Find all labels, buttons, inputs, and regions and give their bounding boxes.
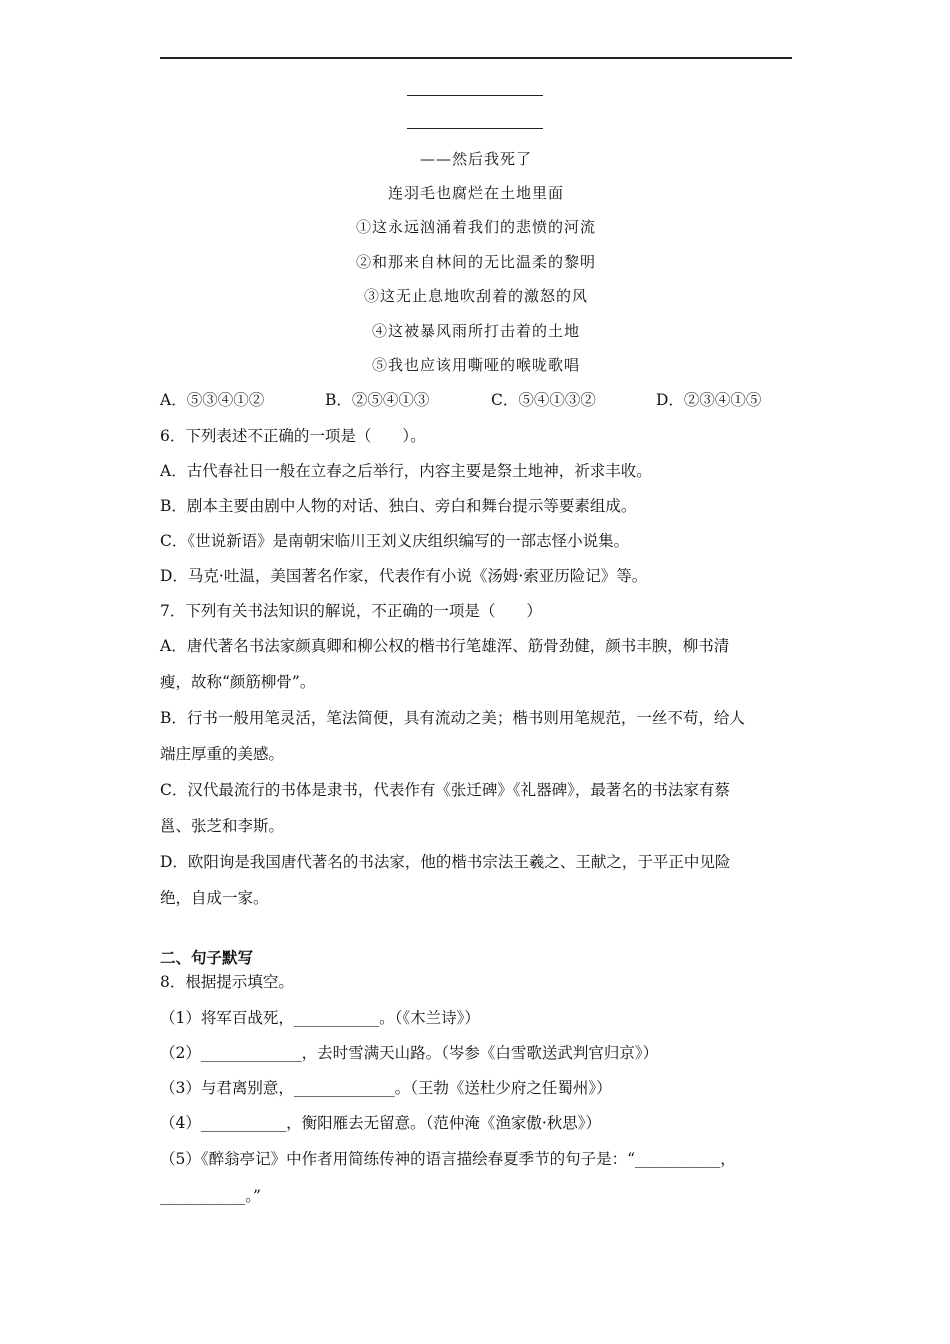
q8-item-5-line1: （5）《醉翁亭记》中作者用简练传神的语言描绘春夏季节的句子是：“___________， xyxy=(160,1150,736,1168)
q7-option-b-line1: B．行书一般用笔灵活，笔法简便，具有流动之美；楷书则用笔规范，一丝不苟，给人 xyxy=(160,709,745,727)
q7-option-d-line2: 绝，自成一家。 xyxy=(160,889,269,907)
q7-stem: 7．下列有关书法知识的解说，不正确的一项是（ ） xyxy=(160,602,542,620)
poem-line: ①这永远汹涌着我们的悲愤的河流 xyxy=(355,218,596,236)
q8-stem: 8．根据提示填空。 xyxy=(160,973,294,991)
q8-item-5-line2: ___________。” xyxy=(160,1187,261,1205)
q7-option-b-line2: 端庄厚重的美感。 xyxy=(160,745,285,763)
section-heading: 二、句子默写 xyxy=(160,949,254,967)
q6-stem: 6．下列表述不正确的一项是（ ）。 xyxy=(160,427,426,445)
q7-option-d-line1: D．欧阳询是我国唐代著名的书法家，他的楷书宗法王羲之、王献之，于平正中见险 xyxy=(160,853,731,871)
q5-option-b: B．②⑤④①③ xyxy=(325,391,430,409)
poem-line: ——然后我死了 xyxy=(419,150,532,168)
q7-option-c-line1: C．汉代最流行的书体是隶书，代表作有《张迁碑》《礼器碑》，最著名的书法家有蔡 xyxy=(160,781,730,799)
poem-line: ④这被暴风雨所打击着的土地 xyxy=(371,322,580,340)
q5-option-d: D．②③④①⑤ xyxy=(656,391,762,409)
q8-item-4: （4）___________，衡阳雁去无留意。（范仲淹《渔家傲·秋思》） xyxy=(160,1114,602,1132)
q6-option-a: A．古代春社日一般在立春之后举行，内容主要是祭土地神，祈求丰收。 xyxy=(160,462,652,480)
header-rule xyxy=(160,57,792,59)
q5-option-a: A．⑤③④①② xyxy=(160,391,265,409)
q6-option-c: C．《世说新语》是南朝宋临川王刘义庆组织编写的一部志怪小说集。 xyxy=(160,532,630,550)
poem-line: ③这无止息地吹刮着的激怒的风 xyxy=(363,287,588,305)
q6-option-d: D．马克·吐温，美国著名作家，代表作有小说《汤姆·索亚历险记》等。 xyxy=(160,567,648,585)
q8-item-1: （1）将军百战死，___________。（《木兰诗》） xyxy=(160,1009,480,1027)
poem-blank-line-1 xyxy=(407,95,543,96)
q6-option-b: B．剧本主要由剧中人物的对话、独白、旁白和舞台提示等要素组成。 xyxy=(160,497,637,515)
q7-option-a-line1: A．唐代著名书法家颜真卿和柳公权的楷书行笔雄浑、筋骨劲健，颜书丰腴，柳书清 xyxy=(160,637,730,655)
poem-line: ②和那来自林间的无比温柔的黎明 xyxy=(355,253,596,271)
poem-line: ⑤我也应该用嘶哑的喉咙歌唱 xyxy=(371,356,580,374)
q7-option-c-line2: 邕、张芝和李斯。 xyxy=(160,817,285,835)
q8-item-3: （3）与君离别意，_____________。（王勃《送杜少府之任蜀州》） xyxy=(160,1079,612,1097)
poem-blank-line-2 xyxy=(407,128,543,129)
q5-option-c: C．⑤④①③② xyxy=(491,391,596,409)
q7-option-a-line2: 瘦，故称“颜筋柳骨”。 xyxy=(160,673,316,691)
q8-item-2: （2）_____________，去时雪满天山路。（岑参《白雪歌送武判官归京》） xyxy=(160,1044,659,1062)
poem-line: 连羽毛也腐烂在土地里面 xyxy=(387,184,564,202)
